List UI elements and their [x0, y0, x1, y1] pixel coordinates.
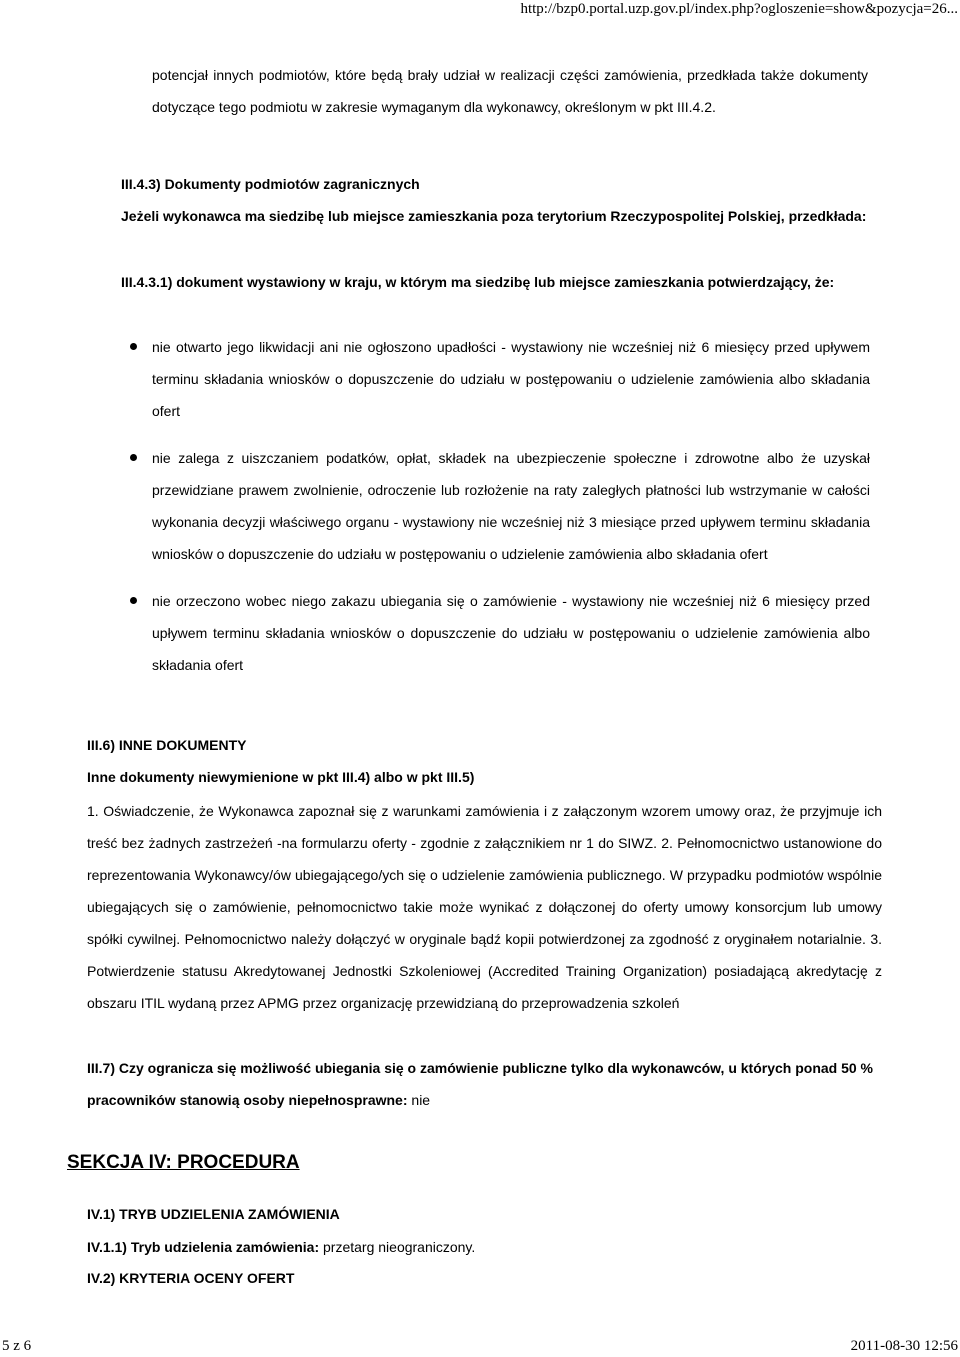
page-number: 5 z 6 — [2, 1338, 32, 1354]
section-heading-iii-4-3: III.4.3) Dokumenty podmiotów zagranicznych — [121, 176, 420, 192]
section-text-iii-4-3-1: III.4.3.1) dokument wystawiony w kraju, w którym ma siedzibę lub miejsce zamieszkania potwierdzający, że: — [121, 274, 835, 290]
disability-answer: nie — [411, 1092, 431, 1108]
section-heading-iii-6: III.6) INNE DOKUMENTY — [87, 737, 247, 753]
other-documents-text: 1. Oświadczenie, że Wykonawca zapoznał się z warunkami zamówienia i z załączonym wzorem umowy oraz, że przyjmuje ich treść bez żadnych zastrzeżeń -na formularzu oferty - zgodnie z załącznikiem nr 1 do SIWZ. 2. Pełnomocnictwo ustanowione do reprezentowania Wykonawcy/ów ubiegającego/ych się o udzielenie zamówienia publicznego. W przypadku podmiotów wspólnie ubiegających się o zamówienie, pełnomocnictwo takie może wynikać z dołączonej do oferty umowy konsorcjum lub umowy spółki cywilnej. Pełnomocnictwo należy dołączyć w oryginale bądź kopii potwierdzonej za zgodność z oryginałem notarialnie. 3. Potwierdzenie statusu Akredytowanej Jednostki Szkoleniowej (Accredited Training Organization) posiadającą akredytację z obszaru ITIL wydaną przez APMG przez organizację przewidzianą do przeprowadzenia szkoleń — [87, 803, 882, 1011]
list-item — [130, 585, 870, 681]
disability-question: III.7) Czy ogranicza się możliwość ubiegania się o zamówienie publiczne tylko dla wykonawców, u których ponad 50 % pracowników stanowią osoby niepełnosprawne: — [87, 1060, 874, 1108]
section-subheading-iii-6: Inne dokumenty niewymienione w pkt III.4) albo w pkt III.5) — [87, 769, 475, 785]
list-item-text: nie orzeczono wobec niego zakazu ubiegania się o zamówienie - wystawiony nie wcześniej niż 6 miesięcy przed upływem terminu składania wniosków o dopuszczenie do udziału w postępowaniu o udzielenie zamówienia albo składania ofert — [152, 593, 870, 673]
bullet-icon — [130, 454, 137, 461]
bullet-icon — [130, 597, 137, 604]
section-iii-7 — [87, 1052, 892, 1116]
list-item-text: nie otwarto jego likwidacji ani nie ogłoszono upadłości - wystawiony nie wcześniej niż 6 miesięcy przed upływem terminu składania wniosków o dopuszczenie do udziału w postępowaniu o udzielenie zamówienia albo składania ofert — [152, 339, 870, 419]
header-url: http://bzp0.portal.uzp.gov.pl/index.php?ogloszenie=show&pozycja=26... — [520, 1, 958, 17]
section-text-iii-4-3: Jeżeli wykonawca ma siedzibę lub miejsce zamieszkania poza terytorium Rzeczypospolitej Polskiej, przedkłada: — [121, 208, 867, 224]
intro-paragraph: potencjał innych podmiotów, które będą brały udział w realizacji części zamówienia, przedkłada także dokumenty dotyczące tego podmiotu w zakresie wymaganym dla wykonawcy, określonym w pkt III.4.2. — [152, 67, 868, 115]
document-requirements-list — [130, 331, 870, 681]
section-heading-iv-2: IV.2) KRYTERIA OCENY OFERT — [87, 1270, 295, 1286]
section-heading-iv-1: IV.1) TRYB UDZIELENIA ZAMÓWIENIA — [87, 1206, 340, 1222]
procedure-mode-label: IV.1.1) Tryb udzielenia zamówienia: — [87, 1239, 320, 1255]
section-iv-1-1 — [87, 1231, 475, 1263]
list-item — [130, 331, 870, 427]
section-iv-title: SEKCJA IV: PROCEDURA — [67, 1152, 300, 1173]
bullet-icon — [130, 343, 137, 350]
list-item — [130, 442, 870, 570]
procedure-mode-value: przetarg nieograniczony. — [323, 1239, 476, 1255]
print-datetime: 2011-08-30 12:56 — [850, 1338, 958, 1354]
list-item-text: nie zalega z uiszczaniem podatków, opłat, składek na ubezpieczenie społeczne i zdrowotne albo że uzyskał przewidziane prawem zwolnienie, odroczenie lub rozłożenie na raty zaległych płatności lub wstrzymanie w całości wykonania decyzji właściwego organu - wystawiony nie wcześniej niż 3 miesiące przed upływem terminu składania wniosków o dopuszczenie do udziału w postępowaniu o udzielenie zamówienia albo składania ofert — [152, 450, 870, 562]
